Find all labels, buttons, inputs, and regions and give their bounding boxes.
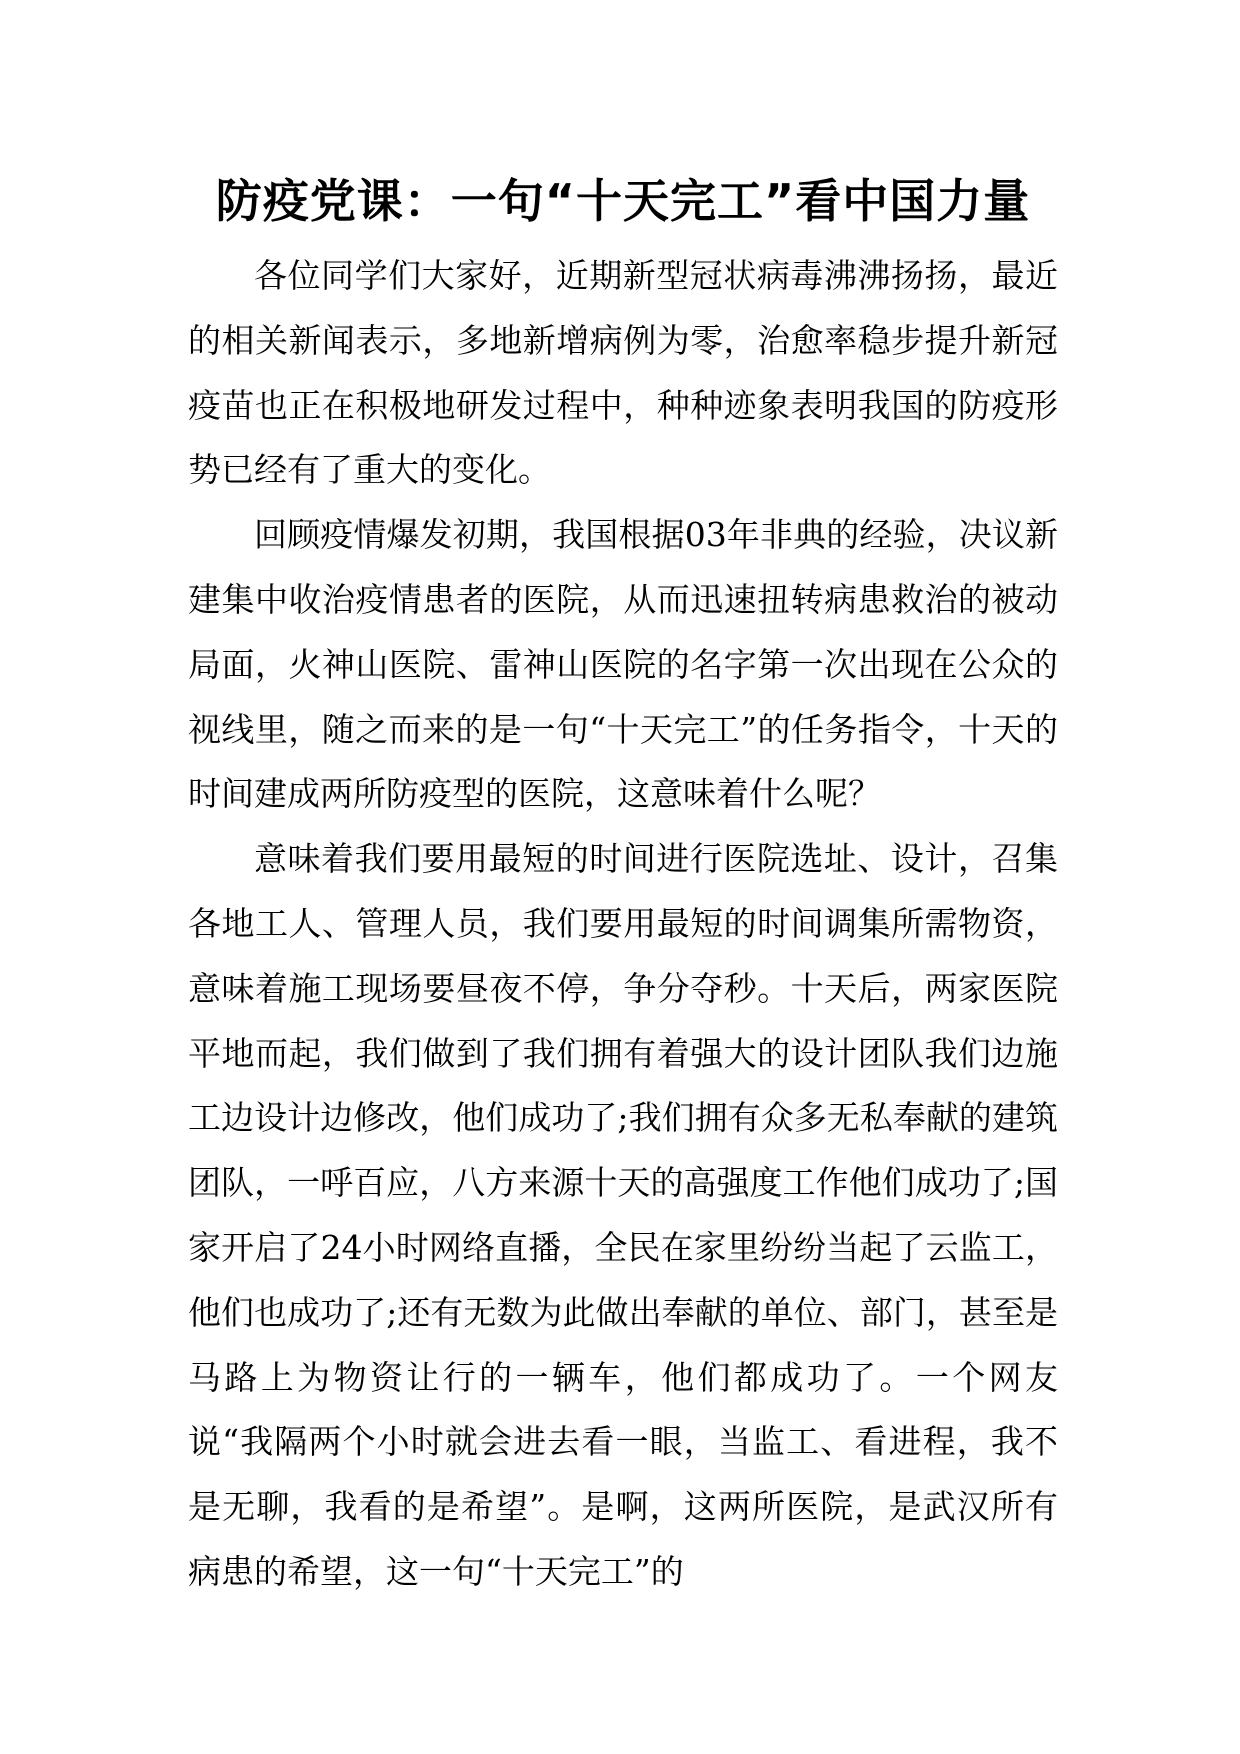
document-title: 防疫党课：一句“十天完工”看中国力量	[215, 174, 1031, 228]
paragraph-3: 意味着我们要用最短的时间进行医院选址、设计，召集各地工人、管理人员，我们要用最短的时间调集所需物资，意味着施工现场要昼夜不停，争分夺秒。十天后，两家医院平地而起，我们做到了我们拥有着强大的设计团队我们边施工边设计边修改，他们成功了;我们拥有众多无私奉献的建筑团队，一呼百应，八方来源十天的高强度工作他们成功了;国家开启了24小时网络直播，全民在家里纷纷当起了云监工，他们也成功了;还有无数为此做出奉献的单位、部门，甚至是马路上为物资让行的一辆车，他们都成功了。一个网友说“我隔两个小时就会进去看一眼，当监工、看进程，我不是无聊，我看的是希望”。是啊，这两所医院，是武汉所有病患的希望，这一句“十天完工”的	[188, 839, 1058, 1591]
paragraph-1: 各位同学们大家好，近期新型冠状病毒沸沸扬扬，最近的相关新闻表示，多地新增病例为零，治愈率稳步提升新冠疫苗也正在积极地研发过程中，种种迹象表明我国的防疫形势已经有了重大的变化。	[188, 256, 1058, 490]
paragraph-2: 回顾疫情爆发初期，我国根据03年非典的经验，决议新建集中收治疫情患者的医院，从而迅速扭转病患救治的被动局面，火神山医院、雷神山医院的名字第一次出现在公众的视线里，随之而来的是一句“十天完工”的任务指令，十天的时间建成两所防疫型的医院，这意味着什么呢？	[188, 515, 1058, 814]
document-page	[188, 158, 1058, 1605]
